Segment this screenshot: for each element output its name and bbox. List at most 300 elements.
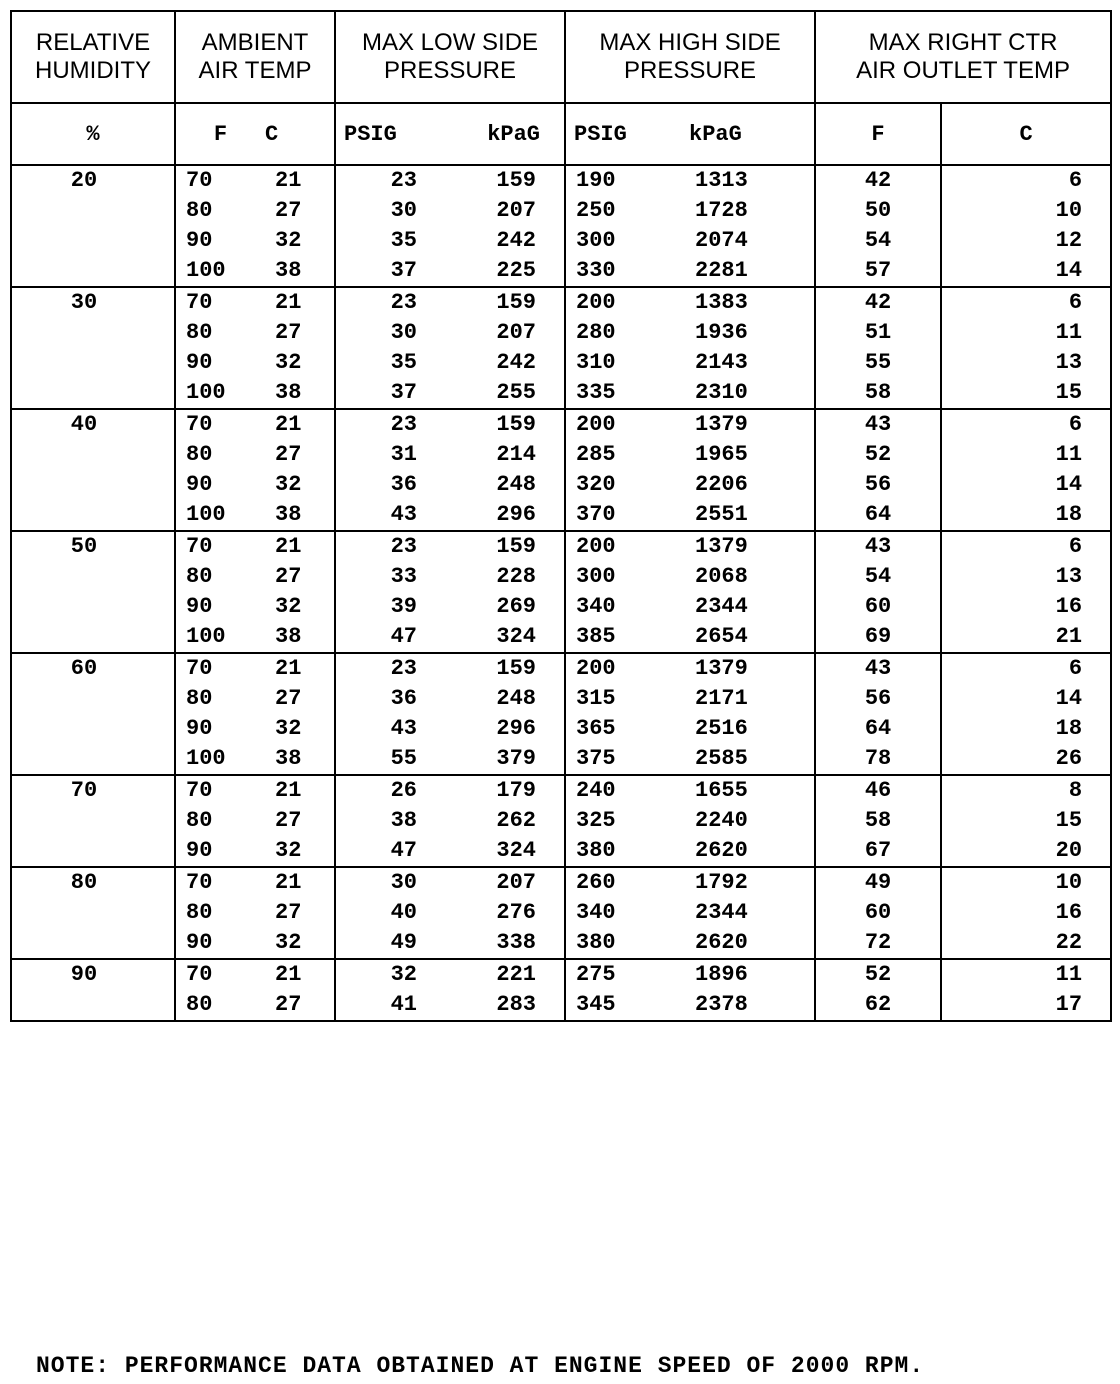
outlet-f-value: 56 <box>864 472 892 497</box>
low-kpag-value: 207 <box>496 870 537 895</box>
high-psig-cell <box>565 867 685 959</box>
outlet-c-value: 11 <box>1055 442 1083 467</box>
outlet-c-cell <box>941 287 1111 409</box>
outlet-c-value: 8 <box>1068 778 1083 803</box>
table-body <box>11 165 1111 1021</box>
low-psig-cell <box>335 287 445 409</box>
ambient-f-value: 100 <box>186 380 226 405</box>
outlet-f-value: 43 <box>864 534 892 559</box>
header-text-line: AIR TEMP <box>198 57 312 84</box>
low-psig-value: 47 <box>390 624 418 649</box>
low-psig-value: 47 <box>390 838 418 863</box>
low-kpag-value: 242 <box>496 350 537 375</box>
header-max-low-side-pressure <box>335 11 565 103</box>
ambient-c-cell <box>265 287 335 409</box>
unit-high-kpag: kPaG <box>685 103 815 165</box>
ambient-f-value: 90 <box>186 930 213 955</box>
low-kpag-value: 159 <box>496 656 537 681</box>
high-psig-value: 240 <box>576 778 616 803</box>
high-kpag-value: 2068 <box>695 564 748 589</box>
outlet-c-cell <box>941 775 1111 867</box>
ambient-c-cell <box>265 409 335 531</box>
low-psig-value: 33 <box>390 564 418 589</box>
ambient-c-value: 27 <box>275 564 302 589</box>
ambient-c-value: 32 <box>275 594 302 619</box>
high-kpag-value: 2654 <box>695 624 748 649</box>
unit-high-psig: PSIG <box>565 103 685 165</box>
outlet-f-value: 52 <box>864 962 892 987</box>
outlet-c-value: 6 <box>1068 534 1083 559</box>
high-psig-value: 300 <box>576 228 616 253</box>
ambient-c-cell <box>265 867 335 959</box>
low-kpag-value: 242 <box>496 228 537 253</box>
footnote: NOTE: PERFORMANCE DATA OBTAINED AT ENGINE SPEED OF 2000 RPM. <box>36 1353 925 1379</box>
high-kpag-cell <box>685 287 815 409</box>
low-psig-value: 39 <box>390 594 418 619</box>
low-psig-cell <box>335 775 445 867</box>
ambient-f-value: 90 <box>186 472 213 497</box>
ambient-f-value: 100 <box>186 502 226 527</box>
low-kpag-cell <box>445 867 565 959</box>
high-kpag-value: 2620 <box>695 838 748 863</box>
header-relative-humidity <box>11 11 175 103</box>
low-psig-value: 36 <box>390 686 418 711</box>
high-kpag-value: 1383 <box>695 290 748 315</box>
ambient-c-value: 38 <box>275 624 302 649</box>
high-kpag-cell <box>685 867 815 959</box>
low-psig-value: 23 <box>390 412 418 437</box>
high-kpag-value: 1792 <box>695 870 748 895</box>
high-kpag-value: 2171 <box>695 686 748 711</box>
ambient-f-cell <box>175 287 265 409</box>
outlet-c-value: 18 <box>1055 716 1083 741</box>
outlet-f-value: 60 <box>864 900 892 925</box>
low-kpag-value: 248 <box>496 472 537 497</box>
high-psig-value: 335 <box>576 380 616 405</box>
high-psig-value: 345 <box>576 992 616 1017</box>
humidity-cell: 90 <box>11 959 175 1021</box>
ambient-c-value: 21 <box>275 870 302 895</box>
high-psig-value: 340 <box>576 900 616 925</box>
high-kpag-cell <box>685 409 815 531</box>
ambient-c-value: 32 <box>275 228 302 253</box>
ambient-f-value: 90 <box>186 228 213 253</box>
outlet-c-value: 26 <box>1055 746 1083 771</box>
outlet-c-cell <box>941 653 1111 775</box>
ambient-f-value: 70 <box>186 962 213 987</box>
outlet-f-value: 50 <box>864 198 892 223</box>
ambient-c-value: 27 <box>275 808 302 833</box>
high-psig-value: 285 <box>576 442 616 467</box>
ambient-c-value: 27 <box>275 686 302 711</box>
header-text-line: MAX HIGH SIDE <box>599 29 781 56</box>
ambient-f-cell <box>175 165 265 287</box>
header-ambient-air-temp <box>175 11 335 103</box>
humidity-cell: 80 <box>11 867 175 959</box>
header-text-line: PRESSURE <box>624 57 757 84</box>
low-psig-value: 38 <box>390 808 418 833</box>
outlet-f-value: 42 <box>864 290 892 315</box>
ambient-f-cell <box>175 775 265 867</box>
outlet-f-value: 57 <box>864 258 892 283</box>
ambient-c-value: 21 <box>275 778 302 803</box>
unit-outlet-c: C <box>941 103 1111 165</box>
ambient-f-cell <box>175 653 265 775</box>
low-kpag-value: 324 <box>496 838 537 863</box>
header-text-line: RELATIVE <box>35 29 151 56</box>
outlet-c-value: 13 <box>1055 564 1083 589</box>
ambient-f-value: 70 <box>186 870 213 895</box>
high-psig-value: 275 <box>576 962 616 987</box>
high-kpag-value: 2378 <box>695 992 748 1017</box>
low-kpag-value: 262 <box>496 808 537 833</box>
ambient-c-value: 21 <box>275 534 302 559</box>
outlet-f-value: 64 <box>864 716 892 741</box>
ambient-f-value: 90 <box>186 350 213 375</box>
outlet-f-value: 49 <box>864 870 892 895</box>
outlet-c-value: 14 <box>1055 258 1083 283</box>
outlet-c-value: 20 <box>1055 838 1083 863</box>
high-psig-value: 200 <box>576 290 616 315</box>
low-kpag-cell <box>445 959 565 1021</box>
low-kpag-value: 207 <box>496 198 537 223</box>
ambient-c-value: 21 <box>275 656 302 681</box>
outlet-c-value: 10 <box>1055 198 1083 223</box>
high-kpag-value: 1379 <box>695 412 748 437</box>
high-psig-value: 200 <box>576 534 616 559</box>
low-psig-value: 35 <box>390 350 418 375</box>
low-kpag-value: 276 <box>496 900 537 925</box>
outlet-f-value: 55 <box>864 350 892 375</box>
ambient-f-value: 100 <box>186 258 226 283</box>
ambient-c-cell <box>265 531 335 653</box>
outlet-c-value: 14 <box>1055 686 1083 711</box>
outlet-c-cell <box>941 409 1111 531</box>
outlet-f-value: 46 <box>864 778 892 803</box>
high-psig-value: 375 <box>576 746 616 771</box>
outlet-f-cell <box>815 531 941 653</box>
high-kpag-value: 1655 <box>695 778 748 803</box>
high-psig-value: 280 <box>576 320 616 345</box>
high-psig-cell <box>565 959 685 1021</box>
low-kpag-value: 338 <box>496 930 537 955</box>
outlet-f-value: 52 <box>864 442 892 467</box>
outlet-c-cell <box>941 531 1111 653</box>
high-kpag-cell <box>685 531 815 653</box>
low-kpag-value: 255 <box>496 380 537 405</box>
performance-table <box>10 10 1112 1022</box>
table-row <box>11 409 1111 531</box>
outlet-c-value: 10 <box>1055 870 1083 895</box>
ambient-c-cell <box>265 775 335 867</box>
ambient-c-value: 38 <box>275 380 302 405</box>
ambient-c-value: 32 <box>275 716 302 741</box>
header-text-line: HUMIDITY <box>35 57 151 84</box>
low-kpag-value: 159 <box>496 412 537 437</box>
high-psig-value: 370 <box>576 502 616 527</box>
ambient-f-value: 70 <box>186 412 213 437</box>
humidity-cell: 60 <box>11 653 175 775</box>
high-kpag-value: 1936 <box>695 320 748 345</box>
ambient-c-cell <box>265 165 335 287</box>
ambient-c-cell <box>265 653 335 775</box>
low-kpag-value: 269 <box>496 594 537 619</box>
low-kpag-cell <box>445 775 565 867</box>
high-psig-value: 325 <box>576 808 616 833</box>
low-kpag-value: 159 <box>496 168 537 193</box>
header-text-line: MAX RIGHT CTR <box>868 29 1058 56</box>
outlet-c-value: 6 <box>1068 656 1083 681</box>
high-kpag-value: 1965 <box>695 442 748 467</box>
low-psig-value: 30 <box>390 320 418 345</box>
table-row <box>11 165 1111 287</box>
high-kpag-value: 1728 <box>695 198 748 223</box>
outlet-f-value: 42 <box>864 168 892 193</box>
low-psig-value: 35 <box>390 228 418 253</box>
outlet-c-value: 15 <box>1055 380 1083 405</box>
low-psig-value: 37 <box>390 258 418 283</box>
high-psig-value: 200 <box>576 412 616 437</box>
low-kpag-value: 225 <box>496 258 537 283</box>
low-psig-value: 23 <box>390 534 418 559</box>
high-kpag-value: 2620 <box>695 930 748 955</box>
ambient-f-value: 80 <box>186 808 213 833</box>
low-psig-value: 32 <box>390 962 418 987</box>
high-kpag-value: 2206 <box>695 472 748 497</box>
ambient-f-value: 90 <box>186 838 213 863</box>
ambient-f-value: 80 <box>186 320 213 345</box>
ambient-c-value: 38 <box>275 258 302 283</box>
outlet-f-value: 58 <box>864 808 892 833</box>
humidity-cell: 40 <box>11 409 175 531</box>
ambient-c-cell <box>265 959 335 1021</box>
outlet-c-value: 16 <box>1055 594 1083 619</box>
header-text-line: AIR OUTLET TEMP <box>856 57 1070 84</box>
ambient-f-value: 80 <box>186 686 213 711</box>
outlet-f-cell <box>815 775 941 867</box>
outlet-c-value: 18 <box>1055 502 1083 527</box>
high-kpag-value: 2516 <box>695 716 748 741</box>
header-text-line: AMBIENT <box>201 29 309 56</box>
low-kpag-value: 379 <box>496 746 537 771</box>
outlet-c-value: 15 <box>1055 808 1083 833</box>
high-kpag-value: 2281 <box>695 258 748 283</box>
low-kpag-value: 159 <box>496 534 537 559</box>
high-psig-cell <box>565 775 685 867</box>
ambient-f-value: 100 <box>186 746 226 771</box>
outlet-c-cell <box>941 867 1111 959</box>
high-psig-cell <box>565 287 685 409</box>
high-psig-value: 320 <box>576 472 616 497</box>
ambient-c-value: 38 <box>275 502 302 527</box>
outlet-f-value: 62 <box>864 992 892 1017</box>
ambient-f-value: 70 <box>186 656 213 681</box>
low-kpag-cell <box>445 531 565 653</box>
low-kpag-value: 179 <box>496 778 537 803</box>
outlet-f-cell <box>815 409 941 531</box>
outlet-f-value: 78 <box>864 746 892 771</box>
low-kpag-value: 159 <box>496 290 537 315</box>
ambient-c-value: 21 <box>275 962 302 987</box>
ambient-f-cell <box>175 867 265 959</box>
low-kpag-value: 221 <box>496 962 537 987</box>
humidity-cell: 20 <box>11 165 175 287</box>
low-psig-value: 30 <box>390 198 418 223</box>
low-kpag-value: 296 <box>496 502 537 527</box>
outlet-c-value: 13 <box>1055 350 1083 375</box>
unit-ambient-c: C <box>265 103 335 165</box>
outlet-c-cell <box>941 165 1111 287</box>
low-psig-cell <box>335 959 445 1021</box>
outlet-f-value: 54 <box>864 564 892 589</box>
header-max-high-side-pressure <box>565 11 815 103</box>
outlet-f-value: 64 <box>864 502 892 527</box>
outlet-c-value: 11 <box>1055 320 1083 345</box>
table-row <box>11 653 1111 775</box>
ambient-c-value: 21 <box>275 290 302 315</box>
high-kpag-cell <box>685 775 815 867</box>
low-psig-cell <box>335 165 445 287</box>
outlet-c-value: 21 <box>1055 624 1083 649</box>
table-row <box>11 959 1111 1021</box>
ambient-f-cell <box>175 959 265 1021</box>
ambient-f-value: 70 <box>186 168 213 193</box>
humidity-cell: 50 <box>11 531 175 653</box>
ambient-f-value: 90 <box>186 594 213 619</box>
outlet-f-value: 43 <box>864 656 892 681</box>
header-max-right-ctr-air-outlet-temp <box>815 11 1111 103</box>
outlet-c-cell <box>941 959 1111 1021</box>
ambient-c-value: 32 <box>275 930 302 955</box>
low-psig-value: 30 <box>390 870 418 895</box>
high-kpag-value: 2240 <box>695 808 748 833</box>
ambient-c-value: 27 <box>275 198 302 223</box>
high-kpag-value: 2551 <box>695 502 748 527</box>
header-text-line: MAX LOW SIDE <box>362 29 539 56</box>
header-text-line: PRESSURE <box>383 57 517 84</box>
high-kpag-value: 2344 <box>695 900 748 925</box>
high-kpag-cell <box>685 165 815 287</box>
outlet-c-value: 16 <box>1055 900 1083 925</box>
high-kpag-value: 1379 <box>695 534 748 559</box>
ambient-f-value: 70 <box>186 778 213 803</box>
outlet-c-value: 6 <box>1068 412 1083 437</box>
high-kpag-value: 1313 <box>695 168 748 193</box>
low-psig-value: 31 <box>390 442 418 467</box>
outlet-f-cell <box>815 653 941 775</box>
ambient-c-value: 27 <box>275 900 302 925</box>
units-row <box>11 103 1111 165</box>
low-psig-value: 49 <box>390 930 418 955</box>
low-psig-value: 23 <box>390 290 418 315</box>
high-kpag-cell <box>685 959 815 1021</box>
high-psig-value: 365 <box>576 716 616 741</box>
high-kpag-cell <box>685 653 815 775</box>
outlet-c-value: 11 <box>1055 962 1083 987</box>
high-psig-value: 260 <box>576 870 616 895</box>
ambient-f-value: 80 <box>186 564 213 589</box>
table-row <box>11 287 1111 409</box>
table-row <box>11 867 1111 959</box>
ambient-c-value: 38 <box>275 746 302 771</box>
high-psig-cell <box>565 531 685 653</box>
outlet-f-value: 67 <box>864 838 892 863</box>
humidity-cell: 70 <box>11 775 175 867</box>
outlet-f-value: 54 <box>864 228 892 253</box>
high-kpag-value: 2143 <box>695 350 748 375</box>
outlet-c-value: 14 <box>1055 472 1083 497</box>
low-psig-cell <box>335 653 445 775</box>
ambient-f-value: 80 <box>186 992 213 1017</box>
low-kpag-value: 228 <box>496 564 537 589</box>
table-row <box>11 531 1111 653</box>
low-kpag-cell <box>445 165 565 287</box>
low-kpag-value: 283 <box>496 992 537 1017</box>
low-kpag-cell <box>445 287 565 409</box>
outlet-f-value: 51 <box>864 320 892 345</box>
outlet-c-value: 22 <box>1055 930 1083 955</box>
low-psig-value: 23 <box>390 656 418 681</box>
outlet-f-cell <box>815 959 941 1021</box>
unit-outlet-f: F <box>815 103 941 165</box>
unit-low-kpag: kPaG <box>445 103 565 165</box>
high-kpag-value: 1896 <box>695 962 748 987</box>
ambient-f-value: 80 <box>186 198 213 223</box>
low-kpag-cell <box>445 409 565 531</box>
high-kpag-value: 2074 <box>695 228 748 253</box>
low-psig-value: 37 <box>390 380 418 405</box>
outlet-c-value: 6 <box>1068 168 1083 193</box>
high-psig-value: 300 <box>576 564 616 589</box>
low-psig-cell <box>335 531 445 653</box>
low-psig-value: 43 <box>390 716 418 741</box>
unit-low-psig: PSIG <box>335 103 445 165</box>
low-kpag-value: 207 <box>496 320 537 345</box>
high-kpag-value: 2344 <box>695 594 748 619</box>
low-psig-cell <box>335 867 445 959</box>
ambient-f-value: 70 <box>186 534 213 559</box>
high-psig-cell <box>565 409 685 531</box>
high-psig-value: 340 <box>576 594 616 619</box>
outlet-f-value: 60 <box>864 594 892 619</box>
high-psig-value: 200 <box>576 656 616 681</box>
high-kpag-value: 1379 <box>695 656 748 681</box>
low-kpag-value: 296 <box>496 716 537 741</box>
ambient-c-value: 32 <box>275 838 302 863</box>
outlet-c-value: 17 <box>1055 992 1083 1017</box>
table-row <box>11 775 1111 867</box>
low-psig-cell <box>335 409 445 531</box>
unit-humidity: % <box>11 103 175 165</box>
low-psig-value: 41 <box>390 992 418 1017</box>
high-psig-value: 310 <box>576 350 616 375</box>
low-psig-value: 43 <box>390 502 418 527</box>
high-psig-cell <box>565 653 685 775</box>
ambient-c-value: 27 <box>275 992 302 1017</box>
ambient-f-value: 100 <box>186 624 226 649</box>
high-kpag-value: 2585 <box>695 746 748 771</box>
low-kpag-value: 214 <box>496 442 537 467</box>
ambient-c-value: 27 <box>275 442 302 467</box>
high-psig-value: 330 <box>576 258 616 283</box>
low-kpag-cell <box>445 653 565 775</box>
high-psig-value: 380 <box>576 930 616 955</box>
ambient-f-value: 90 <box>186 716 213 741</box>
outlet-c-value: 12 <box>1055 228 1083 253</box>
outlet-f-value: 56 <box>864 686 892 711</box>
low-psig-value: 36 <box>390 472 418 497</box>
high-psig-value: 385 <box>576 624 616 649</box>
